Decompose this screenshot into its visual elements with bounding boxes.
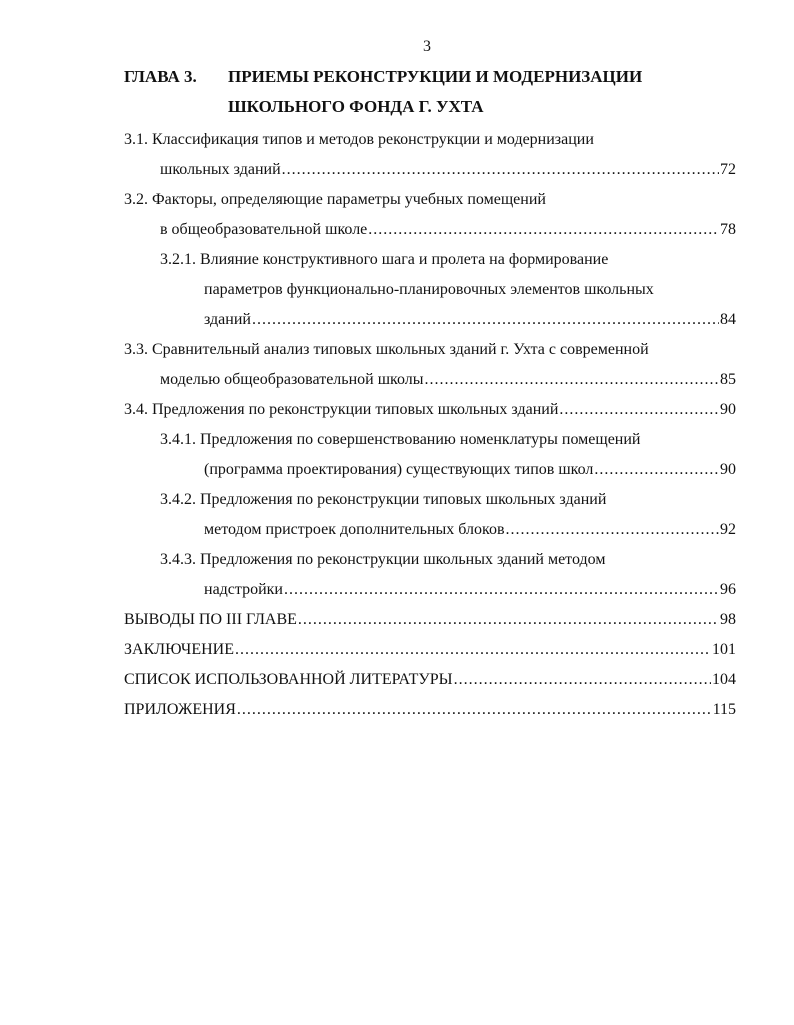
toc-entry-3-4-1[interactable] — [124, 425, 736, 485]
toc-entry-text: 3.2. Факторы, определяющие параметры учебных помещений — [124, 191, 546, 208]
toc-page-number: 78 — [720, 221, 736, 238]
toc-entry-text: моделью общеобразовательной школы — [160, 371, 424, 388]
toc-entry-text: 3.4. Предложения по реконструкции типовых школьных зданий — [124, 401, 559, 418]
dot-leader — [235, 635, 711, 665]
toc-entry-3-2-1[interactable] — [124, 245, 736, 335]
toc-entry-bibliography[interactable] — [124, 665, 736, 695]
toc-entry-text: (программа проектирования) существующих типов школ — [204, 461, 594, 478]
toc-page-number: 96 — [720, 581, 736, 598]
toc-page-number: 84 — [720, 311, 736, 328]
toc-entry-text: 3.3. Сравнительный анализ типовых школьных зданий г. Ухта с современной — [124, 341, 649, 358]
toc-page-number: 92 — [720, 521, 736, 538]
toc-entry-3-2[interactable] — [124, 185, 736, 245]
page-number: 3 — [423, 38, 431, 55]
toc-entry-text: 3.4.2. Предложения по реконструкции типовых школьных зданий — [160, 491, 607, 508]
toc-entry-text: параметров функционально-планировочных элементов школьных — [204, 281, 654, 298]
dot-leader — [282, 155, 719, 185]
toc-page-number: 85 — [720, 371, 736, 388]
dot-leader — [425, 365, 719, 395]
toc-entry-text: методом пристроек дополнительных блоков — [204, 521, 505, 538]
chapter-label: ГЛАВА 3. — [124, 67, 197, 86]
toc-entry-text: 3.1. Классификация типов и методов реконструкции и модернизации — [124, 131, 594, 148]
chapter-title-line-1: ПРИЕМЫ РЕКОНСТРУКЦИИ И МОДЕРНИЗАЦИИ — [228, 67, 643, 86]
toc-entry-appendices[interactable] — [124, 695, 736, 725]
toc-entry-text: ВЫВОДЫ ПО III ГЛАВЕ — [124, 611, 297, 628]
toc-page-number: 90 — [720, 461, 736, 478]
chapter-title-line-2: ШКОЛЬНОГО ФОНДА Г. УХТА — [228, 97, 484, 116]
toc-entry-3-4-2[interactable] — [124, 485, 736, 545]
dot-leader — [252, 305, 719, 335]
toc-entry-text: надстройки — [204, 581, 283, 598]
toc-entry-conclusions-chapter-3[interactable] — [124, 605, 736, 635]
toc-page-number: 104 — [712, 671, 736, 688]
toc-page-number: 98 — [720, 611, 736, 628]
toc-entry-text: 3.2.1. Влияние конструктивного шага и пролета на формирование — [160, 251, 609, 268]
table-of-contents — [124, 125, 736, 725]
toc-entry-text: школьных зданий — [160, 161, 281, 178]
toc-page-number: 115 — [712, 701, 736, 718]
toc-entry-text: 3.4.3. Предложения по реконструкции школьных зданий методом — [160, 551, 606, 568]
dot-leader — [594, 455, 719, 485]
toc-entry-3-1[interactable] — [124, 125, 736, 185]
toc-entry-text: в общеобразовательной школе — [160, 221, 368, 238]
dot-leader — [506, 515, 719, 545]
toc-entry-3-4[interactable] — [124, 395, 736, 425]
toc-entry-3-3[interactable] — [124, 335, 736, 395]
dot-leader — [284, 575, 719, 605]
toc-page-number: 101 — [712, 641, 736, 658]
toc-entry-3-4-3[interactable] — [124, 545, 736, 605]
toc-page-number: 72 — [720, 161, 736, 178]
toc-entry-text: зданий — [204, 311, 251, 328]
dot-leader — [454, 665, 711, 695]
toc-entry-text: СПИСОК ИСПОЛЬЗОВАННОЙ ЛИТЕРАТУРЫ — [124, 671, 453, 688]
dot-leader — [237, 695, 712, 725]
dot-leader — [559, 395, 719, 425]
toc-entry-conclusion[interactable] — [124, 635, 736, 665]
dot-leader — [298, 605, 719, 635]
dot-leader — [368, 215, 719, 245]
toc-page-number: 90 — [720, 401, 736, 418]
toc-entry-text: ЗАКЛЮЧЕНИЕ — [124, 641, 234, 658]
toc-entry-text: 3.4.1. Предложения по совершенствованию номенклатуры помещений — [160, 431, 641, 448]
toc-entry-text: ПРИЛОЖЕНИЯ — [124, 701, 236, 718]
